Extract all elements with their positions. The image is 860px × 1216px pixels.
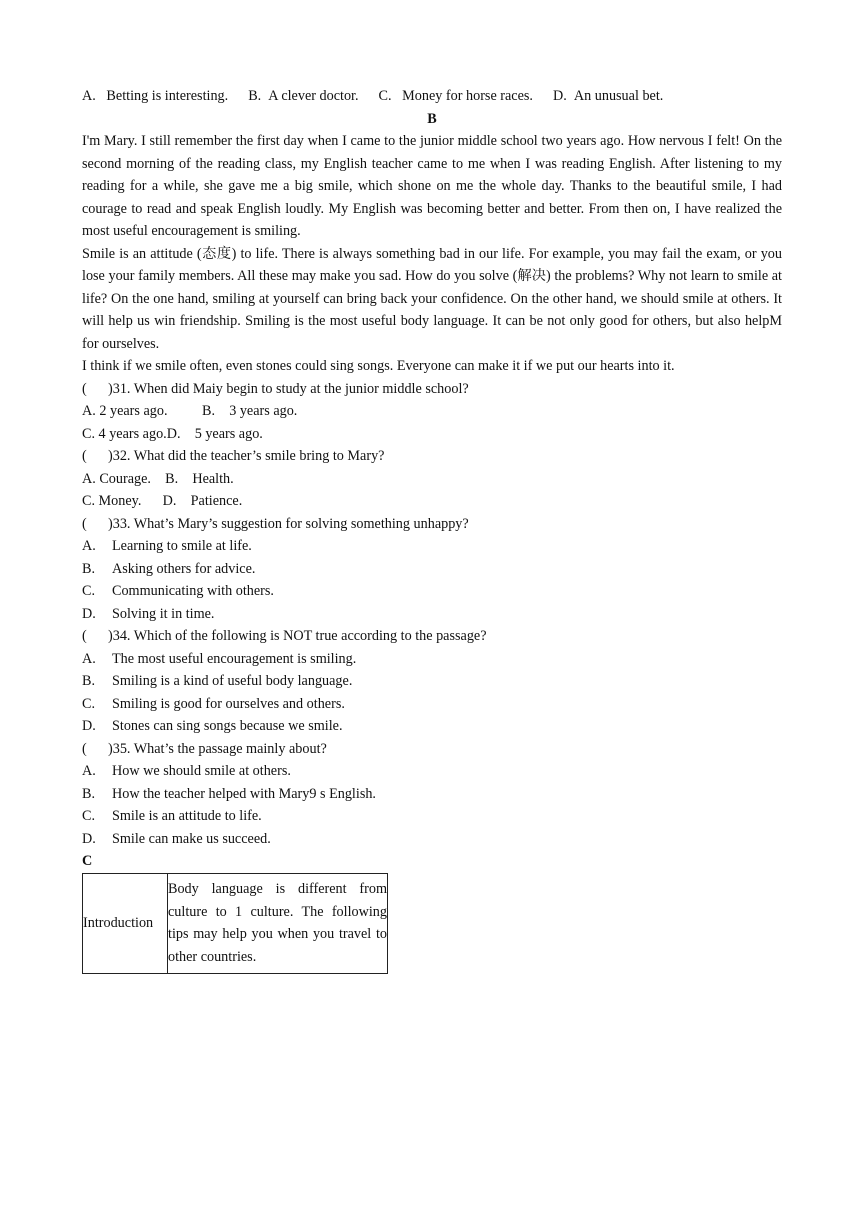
q34-option-d: D. Stones can sing songs because we smile. xyxy=(82,718,343,734)
q31-option-b: B. 3 years ago. xyxy=(202,403,298,419)
q35-option-b: B. How the teacher helped with Mary9 s English. xyxy=(82,785,376,802)
q31-option-a: A. 2 years ago. xyxy=(82,403,168,419)
q33-option-c: C. Communicating with others. xyxy=(82,583,274,599)
prev-option-c: C. Money for horse races. xyxy=(378,88,533,104)
q33-option-a: A. Learning to smile at life. xyxy=(82,538,252,554)
q33-option-b: B. Asking others for advice. xyxy=(82,560,256,577)
q32-option-cd: C. Money. D. Patience. xyxy=(82,493,243,509)
prev-option-d: D. An unusual bet. xyxy=(552,88,664,104)
tips-table-wrapper xyxy=(82,873,782,976)
q32-options-row-2 xyxy=(82,490,782,513)
previous-question-options xyxy=(82,85,782,108)
q35-option-d: D. Smile can make us succeed. xyxy=(82,830,271,847)
passage-paragraph-2: Smile is an attitude (态度) to life. There is always something bad in our life. For example, you may fail the exam, or you lose your family members. All these may make you sad. How do you solve (解决) the problems? Why not learn to smile at life? On the one hand, smiling at yourself can bring back your confidence. On the other hand, we should smile at others. It will help us win friendship. Smiling is the most useful body language. It can be not only good for others, but also helpM for ourselves. xyxy=(82,245,782,352)
table-row xyxy=(83,873,388,973)
question-35: ( )35. What’s the passage mainly about? xyxy=(82,740,327,757)
document-page xyxy=(82,85,782,976)
q34-option-a: A. The most useful encouragement is smiling. xyxy=(82,650,357,667)
prev-option-a: A. Betting is interesting. xyxy=(82,88,229,104)
q31-options-row-2 xyxy=(82,423,782,446)
q35-option-c: C. Smile is an attitude to life. xyxy=(82,808,262,824)
section-c-heading: C xyxy=(82,853,93,869)
question-32: ( )32. What did the teacher’s smile bring to Mary? xyxy=(82,448,385,464)
q34-option-c: C. Smiling is good for ourselves and others. xyxy=(82,695,345,712)
q32-option-ab: A. Courage. B. Health. xyxy=(82,470,234,487)
q34-option-b: B. Smiling is a kind of useful body language. xyxy=(82,673,353,689)
question-34: ( )34. Which of the following is NOT true according to the passage? xyxy=(82,628,487,644)
question-31: ( )31. When did Maiy begin to study at the junior middle school? xyxy=(82,380,469,397)
table-cell-label: Introduction xyxy=(83,873,168,973)
q31-option-cd: C. 4 years ago.D. 5 years ago. xyxy=(82,425,263,442)
prev-option-b: B. A clever doctor. xyxy=(248,88,359,104)
q32-options-row-1 xyxy=(82,468,782,491)
q35-option-a: A. How we should smile at others. xyxy=(82,763,291,779)
table-cell-text: Body language is different from culture to 1 culture. The following tips may help you when you travel to other countries. xyxy=(168,873,388,973)
section-b-heading: B xyxy=(427,110,437,127)
q31-options-row-1 xyxy=(82,400,782,423)
passage-paragraph-1: I'm Mary. I still remember the first day when I came to the junior middle school two years ago. How nervous I felt! On the second morning of the reading class, my English teacher came to me when I was reading English. After listening to my reading for a while, she gave me a big smile, which shone on me the whole day. Thanks to the beautiful smile, I had courage to read and speak English loudly. My English was becoming better and better. From then on, I have realized the most useful encouragement is smiling. xyxy=(82,133,782,239)
passage-paragraph-3: I think if we smile often, even stones could sing songs. Everyone can make it if we put our hearts into it. xyxy=(82,358,675,374)
tips-table xyxy=(82,873,388,974)
q33-option-d: D. Solving it in time. xyxy=(82,605,215,622)
question-33: ( )33. What’s Mary’s suggestion for solving something unhappy? xyxy=(82,515,469,532)
